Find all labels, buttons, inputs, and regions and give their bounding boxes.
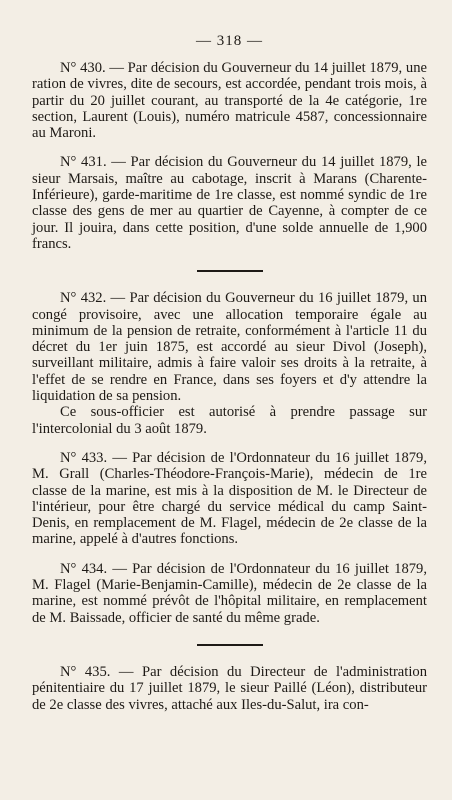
paragraph-432-continuation: Ce sous-officier est autorisé à prendre passage sur l'intercolonial du 3 août 1879.: [32, 404, 427, 437]
paragraph-431: N° 431. — Par décision du Gouverneur du 14 juillet 1879, le sieur Marsais, maître au cabotage, inscrit à Marans (Charente-Inférieure), garde-maritime de 1re classe, est nommé syndic de 1re classe des gens de mer au quartier de Cayenne, à compter de ce jour. Il jouira, dans cette position, d'une solde annuelle de 1,900 francs.: [32, 154, 427, 252]
paragraph-432: N° 432. — Par décision du Gouverneur du 16 juillet 1879, un congé provisoire, avec une allocation temporaire égale au minimum de la pension de retraite, conformément à l'article 11 du décret du 1er juin 1875, est accordé au sieur Divol (Joseph), surveillant militaire, admis à faire valoir ses droits à la retraite, à l'effet de se rendre en France, dans ses foyers et d'y attendre la liquidation de sa pension.: [32, 290, 427, 405]
paragraph-430: N° 430. — Par décision du Gouverneur du 14 juillet 1879, une ration de vivres, dite de secours, est accordée, pendant trois mois, à partir du 20 juillet courant, au transporté de la 4e catégorie, 1re section, Laurent (Louis), numéro matricule 4587, concessionnaire au Maroni.: [32, 60, 427, 142]
page-number: — 318 —: [196, 33, 263, 49]
paragraph-435: N° 435. — Par décision du Directeur de l'administration pénitentiaire du 17 juillet 1879, le sieur Paillé (Léon), distributeur de 2e classe des vivres, attaché aux Iles-du-Salut, ira con-: [32, 663, 427, 713]
paragraph-434: N° 434. — Par décision de l'Ordonnateur du 16 juillet 1879, M. Flagel (Marie-Benjamin-Camille), médecin de 2e classe de la marine, est nommé prévôt de l'hôpital militaire, en remplacement de M. Baissade, officier de santé du même grade.: [32, 560, 427, 626]
paragraph-433: N° 433. — Par décision de l'Ordonnateur du 16 juillet 1879, M. Grall (Charles-Théodore-François-Marie), médecin de 1re classe de la marine, est mis à la disposition de M. le Directeur de l'intérieur, pour être chargé du service médical du camp Saint-Denis, en remplacement de M. Flagel, médecin de 2e classe de la marine, appelé à d'autres fonctions.: [32, 449, 427, 548]
